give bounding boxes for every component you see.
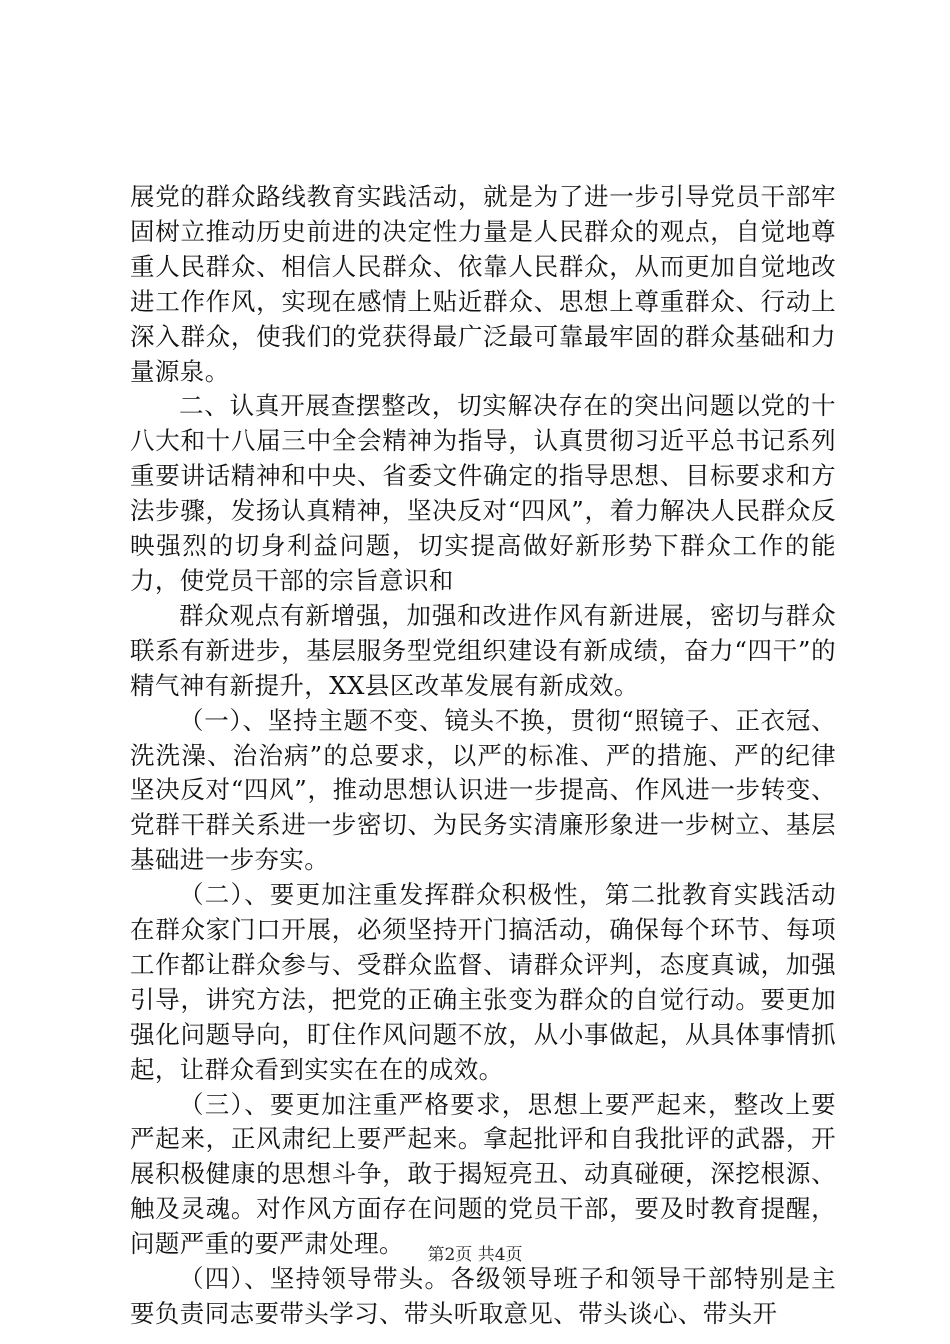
paragraph-4: （一）、坚持主题不变、镜头不换，贯彻“照镜子、正衣冠、洗洗澡、治治病”的总要求，以严的标准、严的措施、严的纪律坚决反对“四风”，推动思想认识进一步提高、作风进一步转变、党群干群关系进一步密切、为民务实清廉形象进一步树立、基层基础进一步夯实。 bbox=[130, 705, 836, 875]
body-text bbox=[130, 180, 836, 1332]
paragraph-6: （三）、要更加注重严格要求，思想上要严起来，整改上要严起来，正风肃纪上要严起来。拿起批评和自我批评的武器，开展积极健康的思想斗争，敢于揭短亮丑、动真碰硬，深挖根源、触及灵魂。对作风方面存在问题的党员干部，要及时教育提醒，问题严重的要严肃处理。 bbox=[130, 1089, 836, 1259]
paragraph-1: 展党的群众路线教育实践活动，就是为了进一步引导党员干部牢固树立推动历史前进的决定性力量是人民群众的观点，自觉地尊重人民群众、相信人民群众、依靠人民群众，从而更加自觉地改进工作作风，实现在感情上贴近群众、思想上尊重群众、行动上深入群众，使我们的党获得最广泛最可靠最牢固的群众基础和力量源泉。 bbox=[130, 182, 836, 386]
paragraph-3: 群众观点有新增强，加强和改进作风有新进展，密切与群众联系有新进步，基层服务型党组织建设有新成绩，奋力“四干”的精气神有新提升，XX县区改革发展有新成效。 bbox=[130, 600, 836, 700]
paragraph-7: （四）、坚持领导带头。各级领导班子和领导干部特别是主要负责同志要带头学习、带头听取意见、带头谈心、带头开 bbox=[130, 1264, 836, 1328]
page-number-footer: 第2页 共4页 bbox=[427, 1245, 523, 1265]
paragraph-5: （二）、要更加注重发挥群众积极性，第二批教育实践活动在群众家门口开展，必须坚持开门搞活动，确保每个环节、每项工作都让群众参与、受群众监督、请群众评判，态度真诚，加强引导，讲究方法，把党的正确主张变为群众的自觉行动。要更加强化问题导向，盯住作风问题不放，从小事做起，从具体事情抓起，让群众看到实实在在的成效。 bbox=[130, 880, 836, 1084]
paragraph-2: 二、认真开展查摆整改，切实解决存在的突出问题以党的十八大和十八届三中全会精神为指导，认真贯彻习近平总书记系列重要讲话精神和中央、省委文件确定的指导思想、目标要求和方法步骤，发扬认真精神，坚决反对“四风”，着力解决人民群众反映强烈的切身利益问题，切实提高做好新形势下群众工作的能力，使党员干部的宗旨意识和 bbox=[130, 391, 836, 595]
